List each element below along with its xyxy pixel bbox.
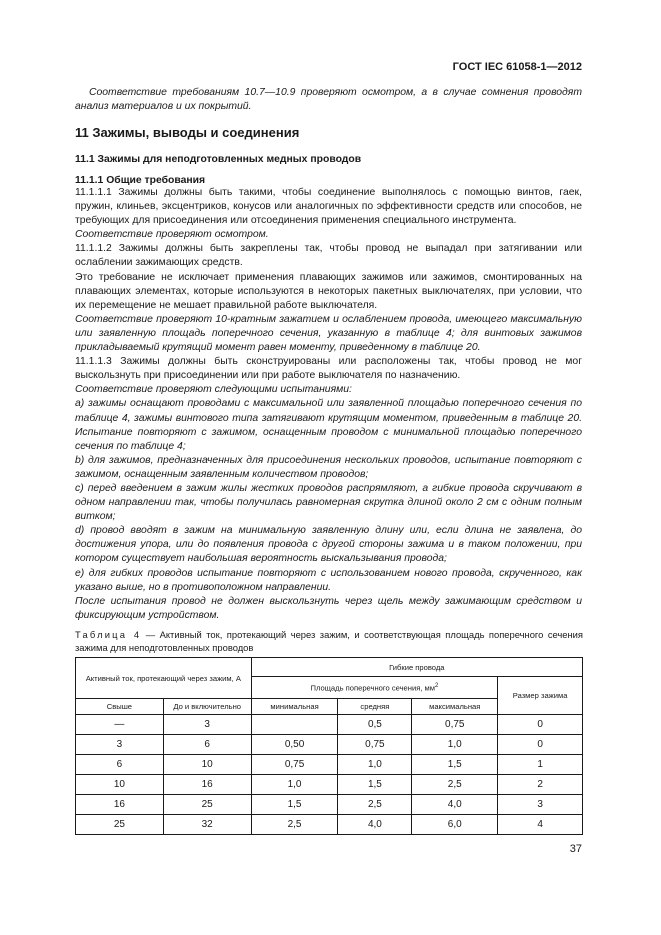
cell: 25 (76, 815, 164, 835)
cell: 1,0 (251, 775, 338, 795)
cell: 0 (498, 715, 583, 735)
paragraph-11-1-1-3-compliance: Соответствие проверяют следующими испытаниями: (75, 384, 352, 396)
cell: 10 (76, 775, 164, 795)
cell: 4,0 (412, 795, 498, 815)
paragraph-11-1-1-3: 11.1.1.3 Зажимы должны быть сконструированы или расположены так, чтобы провод не мог выскользнуть при присоединении или при работе выключателя по назначению. (75, 356, 582, 382)
test-item-a: a) зажимы оснащают проводами с максимальной или заявленной площадью поперечного сечения по таблице 4, зажимы винтового типа затягивают крутящим моментом, приведенным в таблице 20. Испытание повторяют с зажимом, оснащенным проводом с минимальной площадью поперечного сечения по таблице 4; (75, 398, 582, 452)
cell: 25 (163, 795, 251, 815)
table-row (76, 775, 583, 795)
test-item-c: c) перед введением в зажим жилы жестких проводов распрямляют, а гибкие провода скручивают в одном направлении так, чтобы получилась равномерная скрутка длиной около 2 см с одним полным витком; (75, 482, 582, 523)
cell: 0,5 (338, 715, 412, 735)
cell: 1,5 (251, 795, 338, 815)
header-maximum: максимальная (412, 699, 498, 715)
header-current: Активный ток, протекающий через зажим, А (76, 658, 252, 699)
cell: 6 (163, 735, 251, 755)
header-minimum: минимальная (251, 699, 338, 715)
cell: 1,0 (412, 735, 498, 755)
subsubsection-title: 11.1.1 Общие требования (75, 175, 206, 186)
cell: 3 (76, 735, 164, 755)
cell: 16 (76, 795, 164, 815)
table-caption-label: Таблица 4 (75, 629, 142, 640)
cell: 2,5 (338, 795, 412, 815)
cell: 2,5 (412, 775, 498, 795)
cell: 4,0 (338, 815, 412, 835)
header-cross-section (251, 677, 498, 699)
section-title: 11 Зажимы, выводы и соединения (75, 125, 300, 140)
test-item-d: d) провод вводят в зажим на минимальную заявленную длину или, если длина не заявлена, до достижения упора, или до появления провода с другой стороны зажима и в таком положении, при котором существует наибольшая вероятность выскальзывания провода; (75, 525, 582, 565)
cell: 32 (163, 815, 251, 835)
paragraph-floating-clamps: Это требование не исключает применения плавающих зажимов или зажимов, смонтированных на плавающих элементах, которые используются в некоторых пакетных выключателях, при условии, что их перемещение не мешает правильной работе выключателя. (75, 271, 582, 311)
cell: 4 (498, 815, 583, 835)
page-number: 37 (569, 843, 582, 855)
cell: 10 (163, 755, 251, 775)
subsection-title: 11.1 Зажимы для неподготовленных медных проводов (75, 154, 362, 165)
cell: 1,5 (412, 755, 498, 775)
header-cross-section-text: Площадь поперечного сечения, мм (310, 683, 435, 693)
current-area-table (75, 657, 583, 835)
cell: 1,0 (338, 755, 412, 775)
document-header: ГОСТ IEC 61058-1—2012 (452, 61, 582, 73)
test-item-b: b) для зажимов, предназначенных для присоединения нескольких проводов, испытание повторяют с зажимом, оснащенным заявленным количеством проводов; (75, 454, 582, 480)
header-flexible-wires: Гибкие провода (251, 658, 582, 677)
paragraph-11-1-1-2-compliance: Соответствие проверяют 10-кратным зажатием и ослаблением провода, имеющего максимальную или заявленную площадь поперечного сечения, указанную в таблице 4; для винтовых зажимов прикладываемый крутящий момент равен моменту, приведенному в таблице 20. (75, 313, 582, 354)
header-cross-section-sup: 2 (434, 682, 439, 689)
table-row (76, 795, 583, 815)
cell: 3 (163, 715, 251, 735)
cell: 0,75 (251, 755, 338, 775)
cell: — (76, 715, 164, 735)
cell: 3 (498, 795, 583, 815)
table-row (76, 815, 583, 835)
header-medium: средняя (338, 699, 412, 715)
paragraph-11-1-1-2: 11.1.1.2 Зажимы должны быть закреплены так, чтобы провод не выпадал при затягивании или ослаблении зажимающих средств. (75, 243, 582, 269)
table-row (76, 735, 583, 755)
cell: 1 (498, 755, 583, 775)
header-up-to: До и включительно (163, 699, 251, 715)
cell: 0,50 (251, 735, 338, 755)
cell: 0,75 (412, 715, 498, 735)
intro-paragraph: Соответствие требованиям 10.7—10.9 проверяют осмотром, а в случае сомнения проводят анализ материалов и их покрытий. (75, 87, 582, 113)
table-caption-text: — Активный ток, протекающий через зажим, и соответствующая площадь поперечного сечения зажима для неподготовленных проводов (75, 629, 583, 653)
cell: 16 (163, 775, 251, 795)
table-row (76, 755, 583, 775)
paragraph-11-1-1-1: 11.1.1.1 Зажимы должны быть такими, чтобы соединение выполнялось с помощью винтов, гаек, пружин, клиньев, эксцентриков, конусов или аналогичных по эффективности средств или способов, не требующих для присоединения или отсоединения применения специального инструмента. (75, 187, 582, 227)
cell: 0 (498, 735, 583, 755)
cell: 0,75 (338, 735, 412, 755)
requirements-text (75, 186, 582, 623)
cell: 6 (76, 755, 164, 775)
cell (251, 715, 338, 735)
header-clamp-size: Размер зажима (498, 677, 583, 715)
final-paragraph: После испытания провод не должен выскользнуть через щель между зажимающим средством и фиксирующим устройством. (75, 595, 582, 621)
cell: 6,0 (412, 815, 498, 835)
header-over: Свыше (76, 699, 164, 715)
table-caption (75, 629, 583, 654)
cell: 1,5 (338, 775, 412, 795)
paragraph-11-1-1-1-compliance: Соответствие проверяют осмотром. (75, 229, 269, 241)
cell: 2,5 (251, 815, 338, 835)
cell: 2 (498, 775, 583, 795)
table-row (76, 715, 583, 735)
test-item-e: e) для гибких проводов испытание повторяют с использованием нового провода, скрученного, как указано выше, но в противоположном направлении. (75, 567, 582, 593)
